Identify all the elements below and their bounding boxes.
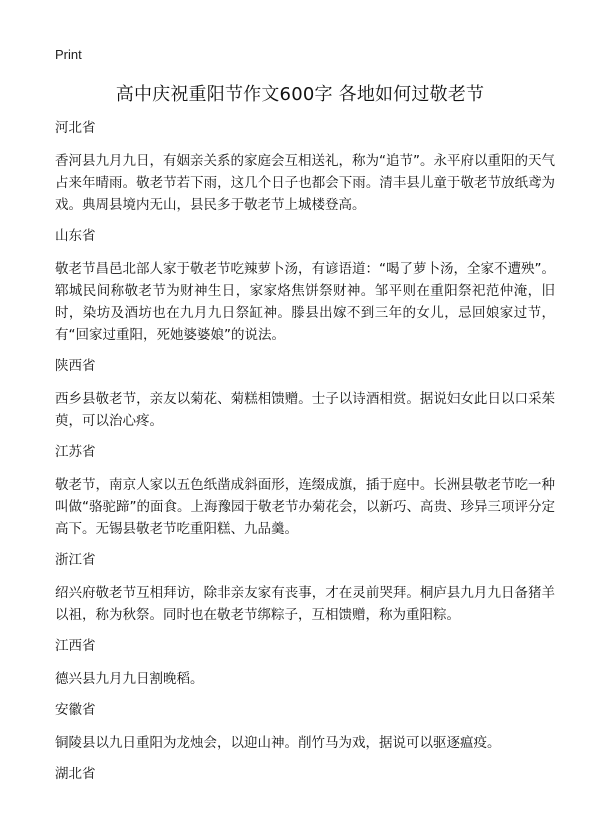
section-paragraph: 敬老节，南京人家以五色纸凿成斜面形，连缀成旗，插于庭中。长洲县敬老节吃一种叫做“骆驼蹄”的面食。上海豫园于敬老节办菊花会，以新巧、高贵、珍异三项评分定高下。无锡县敬老节吃重阳糕、九品羹。 [55,477,555,537]
section-heading: 浙江省 [55,552,96,568]
section-anhui [55,700,555,754]
section-paragraph: 敬老节昌邑北部人家于敬老节吃辣萝卜汤，有谚语道：“喝了萝卜汤，全家不遭殃”。郓城民间称敬老节为财神生日，家家烙焦饼祭财神。邹平则在重阳祭祀范仲淹，旧时，染坊及酒坊也在九月九日祭缸神。滕县出嫁不到三年的女儿，忌回娘家过节，有“回家过重阳，死她婆婆娘”的说法。 [55,261,555,343]
section-heading: 湖北省 [55,766,96,782]
section-shandong [55,226,555,346]
section-jiangxi [55,636,555,690]
section-shaanxi [55,356,555,432]
section-hebei [55,118,555,216]
section-jiangsu [55,442,555,540]
section-heading: 山东省 [55,228,96,244]
print-link[interactable]: Print [55,47,82,62]
section-hubei [55,764,555,784]
section-paragraph: 绍兴府敬老节互相拜访，除非亲友家有丧事，才在灵前哭拜。桐庐县九月九日备猪羊以祖，称为秋祭。同时也在敬老节绑粽子，互相馈赠，称为重阳粽。 [55,585,555,623]
section-heading: 江西省 [55,638,96,654]
section-paragraph: 香河县九月九日，有姻亲关系的家庭会互相送礼，称为“追节”。永平府以重阳的天气占来年晴雨。敬老节若下雨，这几个日子也都会下雨。清丰县儿童于敬老节放纸鸢为戏。典周县境内无山，县民多于敬老节上城楼登高。 [55,153,555,213]
section-heading: 河北省 [55,120,96,136]
section-heading: 江苏省 [55,444,96,460]
article-body [55,118,555,796]
page-title: 高中庆祝重阳节作文600字 各地如何过敬老节 [115,84,485,105]
section-paragraph: 西乡县敬老节，亲友以菊花、菊糕相馈赠。士子以诗酒相赏。据说妇女此日以口采茱萸，可以治心疼。 [55,391,555,429]
section-zhejiang [55,550,555,626]
section-heading: 安徽省 [55,702,96,718]
section-paragraph: 铜陵县以九日重阳为龙烛会，以迎山神。削竹马为戏，据说可以驱逐瘟疫。 [55,735,501,751]
section-paragraph: 德兴县九月九日割晚稻。 [55,671,204,687]
section-heading: 陕西省 [55,358,96,374]
